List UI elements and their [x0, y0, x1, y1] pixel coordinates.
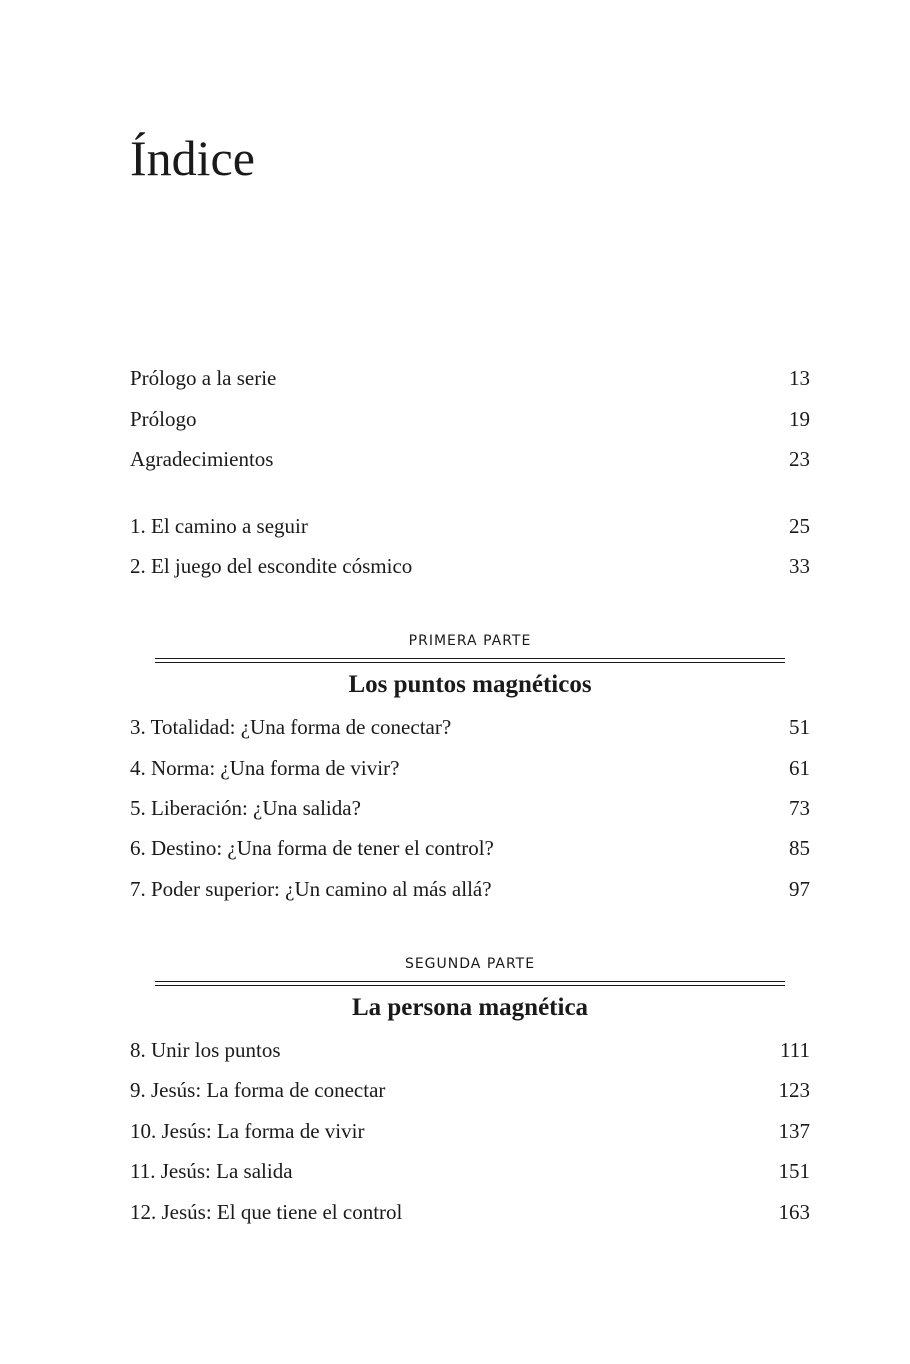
toc-entry-label: Prólogo a la serie	[130, 366, 277, 390]
toc-entry-label: 4. Norma: ¿Una forma de vivir?	[130, 756, 400, 780]
toc-entry-page: 151	[778, 1159, 810, 1183]
toc-entry	[130, 511, 810, 541]
toc-entry	[130, 753, 810, 783]
toc-entry-label: Prólogo	[130, 407, 197, 431]
part-divider	[155, 981, 785, 986]
part-title: Los puntos magnéticos	[348, 671, 592, 698]
toc-entry	[130, 551, 810, 581]
toc-entry	[130, 874, 810, 904]
toc-entry-label: 12. Jesús: El que tiene el control	[130, 1200, 403, 1224]
toc-entry-label: 9. Jesús: La forma de conectar	[130, 1078, 386, 1102]
part-title: La persona magnética	[351, 994, 589, 1021]
toc-entry-page: 137	[778, 1119, 810, 1143]
toc-entry-label: 8. Unir los puntos	[130, 1038, 281, 1062]
page-title: Índice	[130, 130, 255, 186]
toc-entry-page: 163	[778, 1200, 810, 1224]
toc-entry-page: 23	[789, 447, 810, 471]
toc-entry-page: 33	[789, 554, 810, 578]
toc-entry-label: 10. Jesús: La forma de vivir	[130, 1119, 365, 1143]
toc-entry-page: 51	[789, 715, 810, 739]
part-label: PRIMERA PARTE	[408, 633, 532, 649]
toc-entry-page: 13	[789, 366, 810, 390]
toc-entry-page: 85	[789, 836, 810, 860]
toc-entry	[130, 1197, 810, 1227]
toc-entry-label: 1. El camino a seguir	[130, 514, 308, 538]
toc-entry-label: 3. Totalidad: ¿Una forma de conectar?	[130, 715, 452, 739]
toc-entry-page: 73	[789, 796, 810, 820]
toc-entry-label: 5. Liberación: ¿Una salida?	[130, 796, 361, 820]
toc-entry-label: 2. El juego del escondite cósmico	[130, 554, 413, 578]
toc-entry	[130, 1156, 810, 1186]
toc-entry-page: 19	[789, 407, 810, 431]
toc-entry	[130, 363, 810, 393]
toc-entry	[130, 1075, 810, 1105]
toc-entry-label: 6. Destino: ¿Una forma de tener el control?	[130, 836, 494, 860]
part-label: SEGUNDA PARTE	[404, 956, 536, 972]
toc-entry	[130, 404, 810, 434]
toc-entry-page: 111	[780, 1038, 810, 1062]
toc-entry	[130, 1116, 810, 1146]
toc-entry-page: 97	[789, 877, 810, 901]
toc-entry-label: Agradecimientos	[130, 447, 274, 471]
toc-entry	[130, 712, 810, 742]
toc-entry-page: 61	[789, 756, 810, 780]
part-divider	[155, 658, 785, 663]
toc-entry	[130, 793, 810, 823]
toc-entry	[130, 1035, 810, 1065]
toc-entry-label: 7. Poder superior: ¿Un camino al más allá?	[130, 877, 492, 901]
toc-entry-page: 25	[789, 514, 810, 538]
toc-entry-label: 11. Jesús: La salida	[130, 1159, 293, 1183]
toc-entry-page: 123	[778, 1078, 810, 1102]
toc-entry	[130, 444, 810, 474]
toc-entry	[130, 833, 810, 863]
